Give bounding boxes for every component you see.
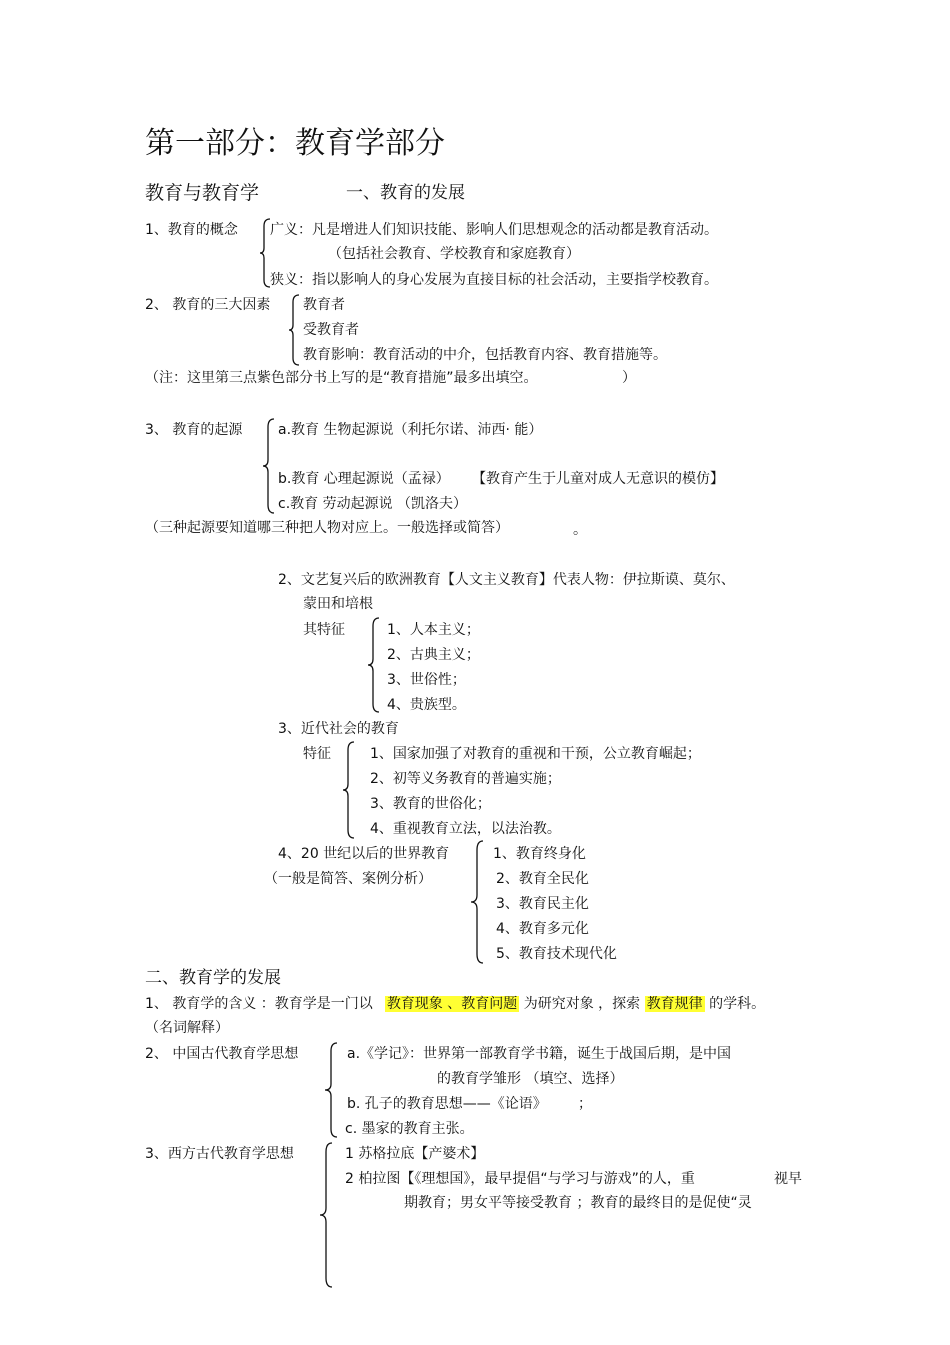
origin-note: （三种起源要知道哪三种把人物对应上。一般选择或简答） <box>145 520 509 536</box>
ancient-west-item-2b: 期教育；男女平等接受教育 ；教育的最终目的是促使“灵 <box>404 1195 752 1211</box>
factor-item: 教育者 <box>303 297 345 313</box>
factors-brace <box>289 294 301 366</box>
origin-a: a.教育 生物起源说（利托尔诺、沛西· 能） <box>278 422 543 438</box>
origin-b-extra: 【教育产生于儿童对成人无意识的模仿】 <box>472 471 724 487</box>
modern-feature-label: 特征 <box>303 746 331 762</box>
century20-label: 4、20 世纪以后的世界教育 <box>278 846 450 862</box>
renaissance-feature-label: 其特征 <box>303 622 345 638</box>
meaning-highlight-1: 教育现象 、教育问题 <box>386 996 518 1012</box>
renaissance-brace <box>368 617 380 713</box>
renaissance-item: 1、人本主义； <box>387 622 480 638</box>
renaissance-line1: 2、文艺复兴后的欧洲教育【人文主义教育】代表人物：伊拉斯谟、莫尔、 <box>278 572 735 588</box>
renaissance-item: 4、贵族型。 <box>387 697 466 713</box>
ancient-west-brace <box>320 1142 334 1288</box>
ancient-west-item-2a: 2 柏拉图【《理想国》，最早提倡“与学习与游戏”的人，重 <box>345 1171 695 1187</box>
concept-broad-note: （包括社会教育、学校教育和家庭教育） <box>328 246 580 262</box>
modern-brace <box>343 741 355 839</box>
century20-item: 1、教育终身化 <box>493 846 586 862</box>
concept-broad: 广义：凡是增进人们知识技能、影响人们思想观念的活动都是教育活动。 <box>270 222 718 238</box>
meaning-suffix: 的学科。 <box>709 996 766 1012</box>
ancient-china-label: 2、 中国古代教育学思想 <box>145 1046 299 1062</box>
meaning-prefix: 1、 教育学的含义 ：教育学是一门以 <box>145 996 373 1012</box>
ancient-china-b: b. 孔子的教育思想——《论语》 <box>347 1096 547 1112</box>
origin-note-end: 。 <box>573 522 587 538</box>
meaning-note: （名词解释） <box>145 1020 229 1036</box>
concept-narrow: 狭义：指以影响人的身心发展为直接目标的社会活动，主要指学校教育。 <box>270 272 718 288</box>
ancient-china-c: c. 墨家的教育主张。 <box>345 1121 474 1137</box>
factors-note: （注：这里第三点紫色部分书上写的是“教育措施”最多出填空。 <box>145 370 538 386</box>
factors-note-close: ） <box>622 370 636 386</box>
concept-label: 1、教育的概念 <box>145 222 238 238</box>
factor-item: 教育影响：教育活动的中介，包括教育内容、教育措施等。 <box>303 347 667 363</box>
modern-item: 2、初等义务教育的普遍实施； <box>370 771 561 787</box>
meaning-mid: 为研究对象 ，探索 <box>523 996 641 1012</box>
origin-c: c.教育 劳动起源说 （凯洛夫） <box>278 496 468 512</box>
ancient-china-a1: a.《学记》：世界第一部教育学书籍，诞生于战国后期，是中国 <box>347 1046 732 1062</box>
ancient-west-label: 3、西方古代教育学思想 <box>145 1146 294 1162</box>
century20-item: 3、教育民主化 <box>496 896 589 912</box>
origin-brace <box>263 418 275 514</box>
ancient-west-item-2a-end: 视早 <box>774 1171 802 1187</box>
factors-label: 2、 教育的三大因素 <box>145 297 271 313</box>
section-heading-1: 一、教育的发展 <box>346 183 465 203</box>
modern-item: 4、重视教育立法，以法治教。 <box>370 821 561 837</box>
modern-label: 3、近代社会的教育 <box>278 721 399 737</box>
ancient-china-brace <box>325 1042 339 1138</box>
renaissance-line2: 蒙田和培根 <box>303 596 373 612</box>
ancient-china-a2: 的教育学雏形 （填空、选择） <box>437 1071 624 1087</box>
century20-brace <box>471 840 485 964</box>
meaning-highlight-2: 教育规律 <box>646 996 703 1012</box>
meaning-line <box>145 995 765 1013</box>
section-heading-2: 二、教育学的发展 <box>145 968 281 988</box>
ancient-china-b-end: ； <box>578 1096 592 1112</box>
century20-item: 4、教育多元化 <box>496 921 589 937</box>
renaissance-item: 3、世俗性； <box>387 672 466 688</box>
origin-label: 3、 教育的起源 <box>145 422 243 438</box>
chapter-heading: 教育与教育学 <box>145 182 260 204</box>
modern-item: 3、教育的世俗化； <box>370 796 491 812</box>
century20-note: （一般是简答、案例分析） <box>264 871 432 887</box>
modern-item: 1、国家加强了对教育的重视和干预，公立教育崛起； <box>370 746 701 762</box>
origin-b: b.教育 心理起源说（孟禄） <box>278 471 450 487</box>
ancient-west-item-1: 1 苏格拉底【产婆术】 <box>345 1146 485 1162</box>
renaissance-item: 2、古典主义； <box>387 647 480 663</box>
century20-item: 2、教育全民化 <box>496 871 589 887</box>
page-title: 第一部分：教育学部分 <box>145 126 445 161</box>
factor-item: 受教育者 <box>303 322 359 338</box>
century20-item: 5、教育技术现代化 <box>496 946 617 962</box>
